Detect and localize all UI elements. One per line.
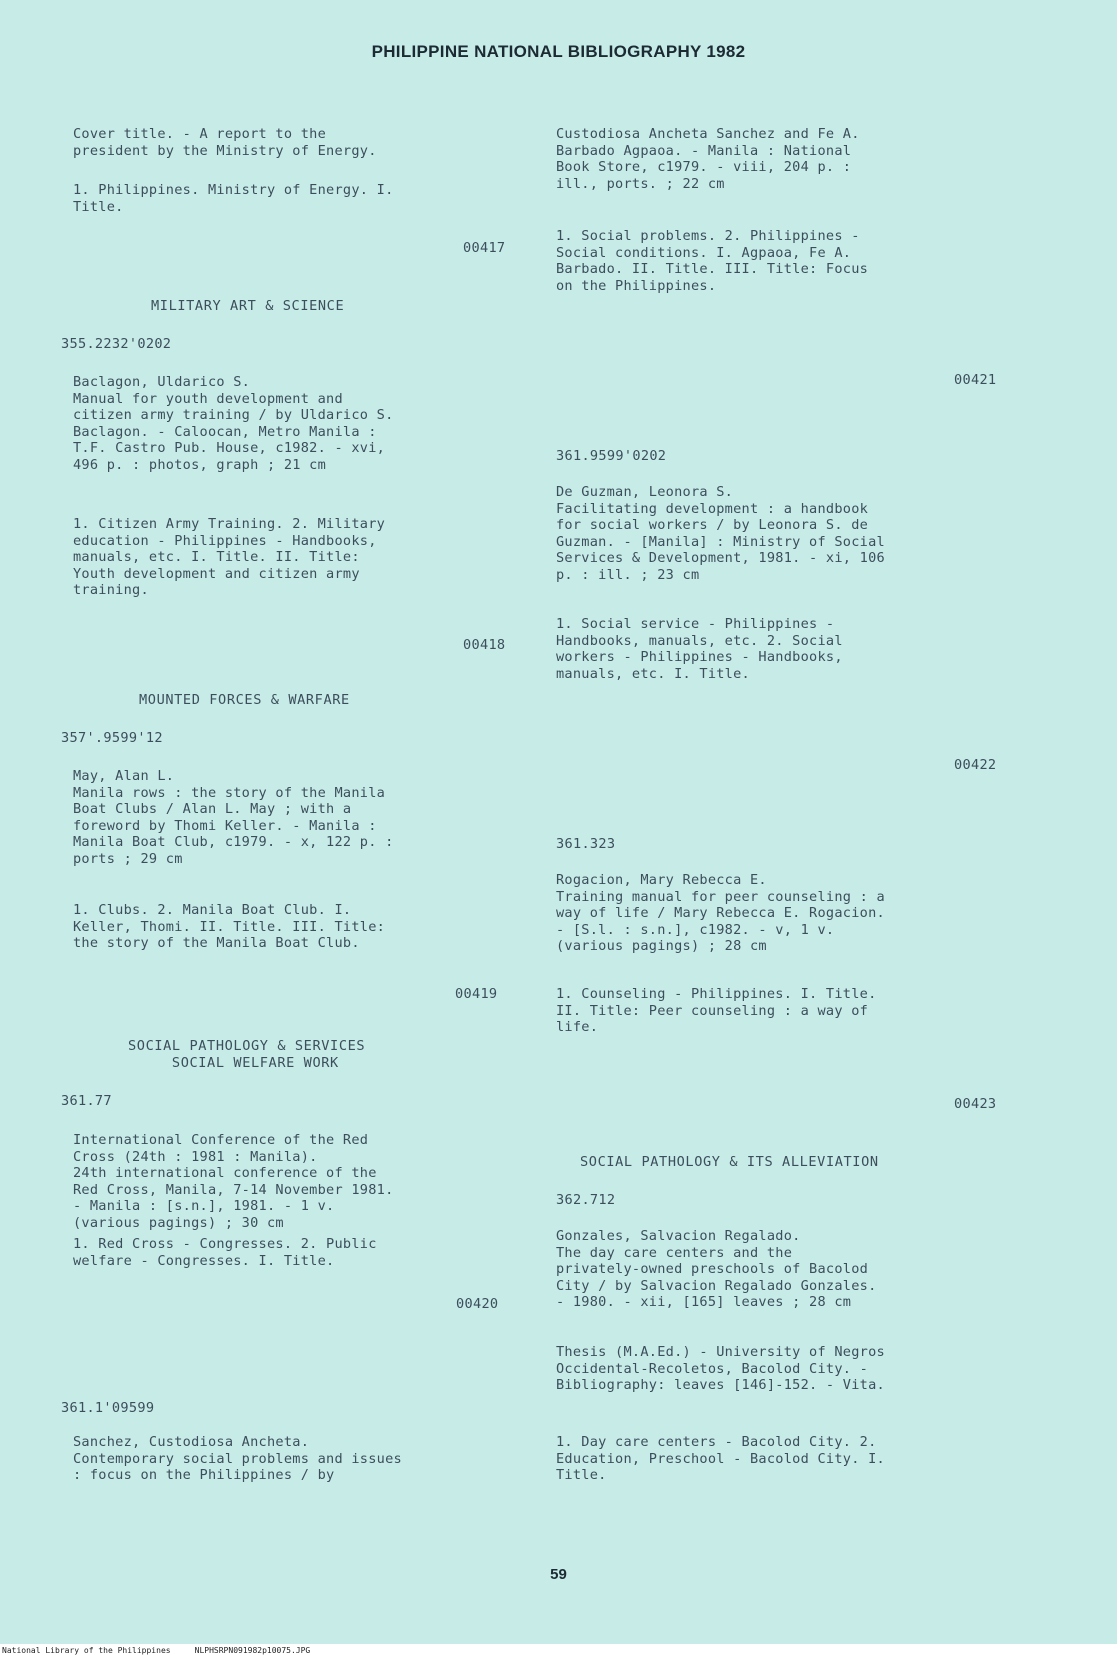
section-heading: SOCIAL PATHOLOGY & SERVICES SOCIAL WELFARE WORK xyxy=(128,1038,366,1071)
section-heading: MILITARY ART & SCIENCE xyxy=(151,298,345,314)
class-number: 361.1'09599 xyxy=(61,1400,155,1416)
class-number: 361.9599'0202 xyxy=(556,448,667,464)
entry-number: 00417 xyxy=(463,240,506,256)
entry-number: 00421 xyxy=(954,372,997,388)
entry-number: 00418 xyxy=(463,637,506,653)
section-heading: SOCIAL PATHOLOGY & ITS ALLEVIATION xyxy=(580,1154,879,1170)
entry-description: Sanchez, Custodiosa Ancheta. Contemporary social problems and issues : focus on the Philippines / by xyxy=(73,1434,402,1484)
page-title: PHILIPPINE NATIONAL BIBLIOGRAPHY 1982 xyxy=(371,42,746,61)
entry-number: 00420 xyxy=(456,1296,499,1312)
entry-description: Gonzales, Salvacion Regalado. The day care centers and the privately-owned preschools of Bacolod City / by Salvacion Regalado Gonzales. - 1980. - xii, [165] leaves ; 28 cm xyxy=(556,1228,877,1311)
entry-description: De Guzman, Leonora S. Facilitating development : a handbook for social workers / by Leonora S. de Guzman. - [Manila] : Ministry of Social Services & Development, 1981. - xi, 106 p. : ill. ; 23 cm xyxy=(556,484,885,583)
entry-subjects: 1. Citizen Army Training. 2. Military education - Philippines - Handbooks, manuals, etc. I. Title. II. Title: Youth development and citizen army training. xyxy=(73,516,386,599)
entry-description: Cover title. - A report to the president by the Ministry of Energy. xyxy=(73,126,377,159)
entry-description: International Conference of the Red Cross (24th : 1981 : Manila). 24th international conference of the Red Cross, Manila, 7-14 November 1981. - Manila : [s.n.], 1981. - 1 v. (various pagings) ; 30 cm xyxy=(73,1132,394,1231)
entry-number: 00422 xyxy=(954,757,997,773)
entry-subjects: 1. Red Cross - Congresses. 2. Public welfare - Congresses. I. Title. xyxy=(73,1236,377,1269)
page-number: 59 xyxy=(550,1566,567,1583)
entry-description: May, Alan L. Manila rows : the story of the Manila Boat Clubs / Alan L. May ; with a foreword by Thomi Keller. - Manila : Manila Boat Club, c1979. - x, 122 p. : ports ; 29 cm xyxy=(73,768,394,867)
class-number: 361.323 xyxy=(556,836,616,852)
entry-note: Thesis (M.A.Ed.) - University of Negros Occidental-Recoletos, Bacolod City. - Bibliography: leaves [146]-152. - Vita. xyxy=(556,1344,885,1394)
class-number: 361.77 xyxy=(61,1093,112,1109)
entry-subjects: 1. Clubs. 2. Manila Boat Club. I. Keller, Thomi. II. Title. III. Title: the story of the Manila Boat Club. xyxy=(73,902,386,952)
section-heading: MOUNTED FORCES & WARFARE xyxy=(139,692,350,708)
entry-description: Baclagon, Uldarico S. Manual for youth development and citizen army training / by Uldarico S. Baclagon. - Caloocan, Metro Manila : T.F. Castro Pub. House, c1982. - xvi, 496 p. : photos, graph ; 21 cm xyxy=(73,374,394,473)
entry-subjects: 1. Social problems. 2. Philippines - Social conditions. I. Agpaoa, Fe A. Barbado. II. Title. III. Title: Focus on the Philippines. xyxy=(556,228,869,294)
class-number: 355.2232'0202 xyxy=(61,336,172,352)
entry-subjects: 1. Philippines. Ministry of Energy. I. Title. xyxy=(73,182,394,215)
entry-subjects: 1. Social service - Philippines - Handbooks, manuals, etc. 2. Social workers - Philippines - Handbooks, manuals, etc. I. Title. xyxy=(556,616,843,682)
class-number: 362.712 xyxy=(556,1192,616,1208)
entry-subjects: 1. Day care centers - Bacolod City. 2. Education, Preschool - Bacolod City. I. Title. xyxy=(556,1434,885,1484)
class-number: 357'.9599'12 xyxy=(61,730,163,746)
scan-footer: National Library of the Philippines NLPHSRPN091982p10075.JPG xyxy=(2,1646,311,1655)
entry-subjects: 1. Counseling - Philippines. I. Title. II. Title: Peer counseling : a way of life. xyxy=(556,986,877,1036)
entry-number: 00423 xyxy=(954,1096,997,1112)
entry-description: Custodiosa Ancheta Sanchez and Fe A. Barbado Agpaoa. - Manila : National Book Store, c1979. - viii, 204 p. : ill., ports. ; 22 cm xyxy=(556,126,860,192)
entry-number: 00419 xyxy=(455,986,498,1002)
entry-description: Rogacion, Mary Rebecca E. Training manual for peer counseling : a way of life / Mary Rebecca E. Rogacion. - [S.l. : s.n.], c1982. - v, 1 v. (various pagings) ; 28 cm xyxy=(556,872,885,955)
